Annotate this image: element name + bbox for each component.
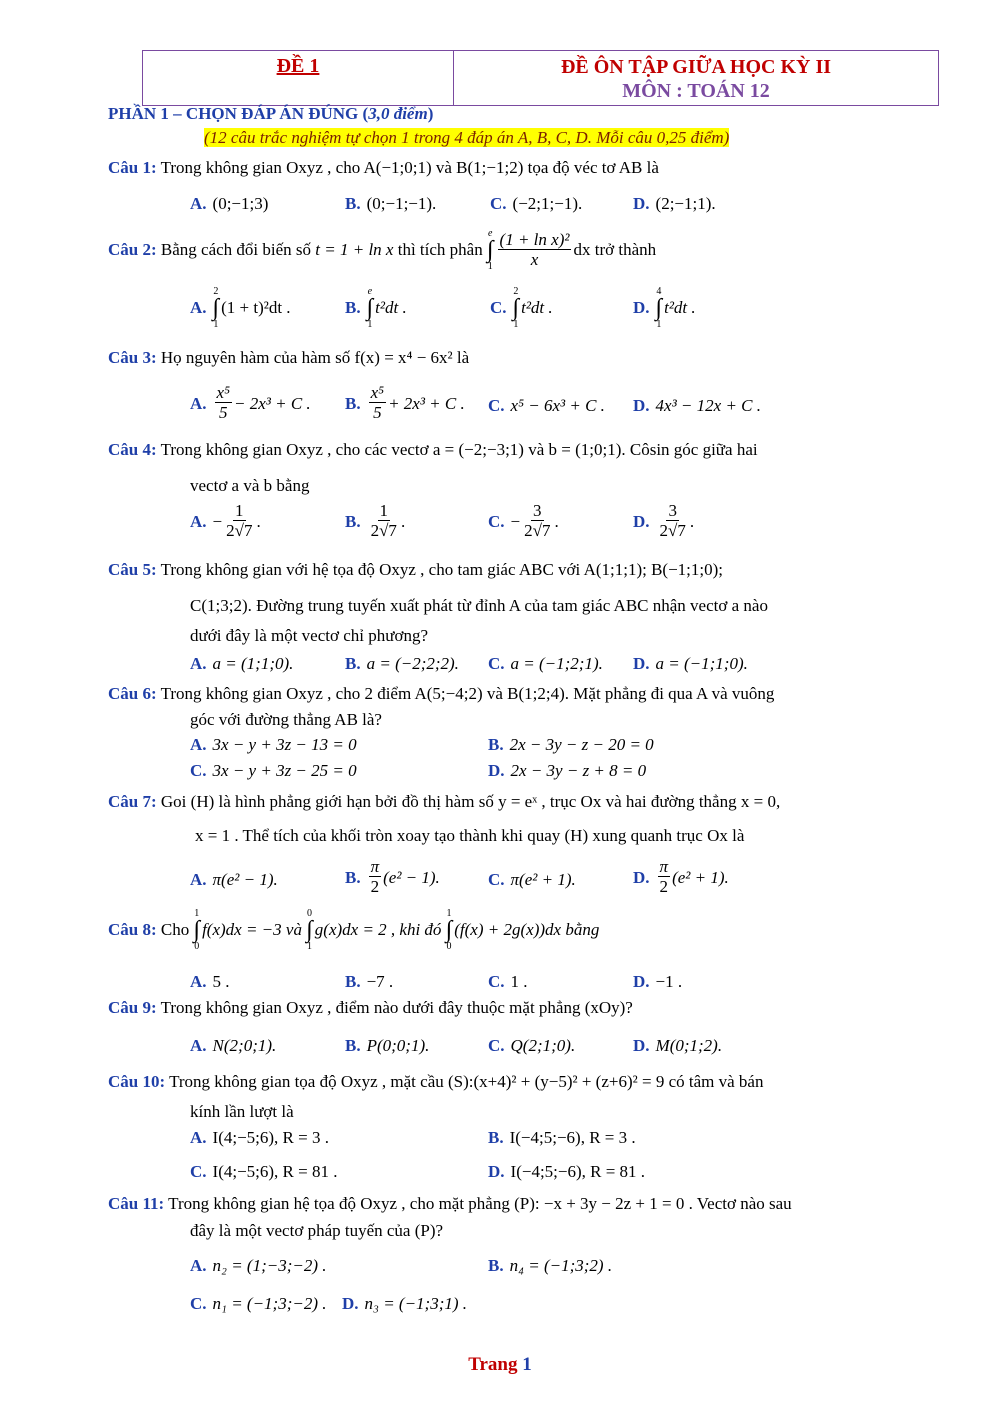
question-11-cont: đây là một vectơ pháp tuyến của (P)? xyxy=(190,1221,444,1240)
q3-option-a[interactable]: A. $\frac{\text{x⁵}}{5}$ − 2x³ + C . xyxy=(190,383,311,422)
question-6: Câu 6: Trong không gian Oxyz , cho 2 điểm A(5;−4;2) và B(1;2;4). Mặt phẳng đi qua A và vuông xyxy=(108,684,775,703)
q2-option-d[interactable]: D. 4 ∫ 1 t²dt . xyxy=(633,286,696,330)
question-4: Câu 4: Trong không gian Oxyz , cho các vectơ a = (−2;−3;1) và b = (1;0;1). Côsin góc giữa hai xyxy=(108,440,758,459)
q3-option-b[interactable]: B. $\frac{\text{x⁵}}{5}$ + 2x³ + C . xyxy=(345,383,465,422)
page-number: 1 xyxy=(522,1354,532,1375)
exam-title-line1: ĐỀ ÔN TẬP GIỮA HỌC KỲ II xyxy=(560,56,832,78)
q4-option-b[interactable]: B. $\frac{1}{2√7}$ . xyxy=(345,501,406,540)
question-3: Câu 3: Họ nguyên hàm của hàm số f(x) = x⁴ − 6x² là xyxy=(108,348,470,367)
question-8: Câu 8: Cho 1 ∫ 0 f(x)dx = −3 và 0 ∫ 1 g(x)dx = 2 , khi đó 1 ∫ 0 (f(x) + 2g(x))dx bằng xyxy=(108,908,600,952)
q9-option-a[interactable]: A. N(2;0;1). xyxy=(190,1036,277,1055)
q5-option-a[interactable]: A. a = (1;1;0). xyxy=(190,654,294,673)
q4-option-a[interactable]: A. − $\frac{1}{2√7}$ . xyxy=(190,501,261,540)
q6-option-d[interactable]: D. 2x − 3y − z + 8 = 0 xyxy=(488,761,647,780)
exam-subject: MÔN : TOÁN 12 xyxy=(622,80,770,102)
question-9: Câu 9: Trong không gian Oxyz , điểm nào dưới đây thuộc mặt phẳng (xOy)? xyxy=(108,998,633,1017)
question-2: Câu 2: Bằng cách đổi biến số t = 1 + ln x thì tích phân e ∫ 1 $\frac{\text{(1 + ln x)²}}{x}$ dx trở thành xyxy=(108,228,657,272)
q8-option-c[interactable]: C. 1 . xyxy=(488,972,528,991)
integral-sign: e ∫ 1 xyxy=(486,228,494,272)
part-note: (12 câu trắc nghiệm tự chọn 1 trong 4 đáp án A, B, C, D. Mỗi câu 0,25 điểm) xyxy=(204,128,730,147)
q1-option-d[interactable]: D. (2;−1;1). xyxy=(633,194,716,213)
q7-option-a[interactable]: A. π(e² − 1). xyxy=(190,870,278,889)
q10-option-b[interactable]: B. I(−4;5;−6), R = 3 . xyxy=(488,1128,636,1147)
question-6-cont: góc với đường thẳng AB là? xyxy=(190,710,382,729)
q10-option-c[interactable]: C. I(4;−5;6), R = 81 . xyxy=(190,1162,338,1181)
question-11: Câu 11: Trong không gian hệ tọa độ Oxyz , cho mặt phẳng (P): −x + 3y − 2z + 1 = 0 . Vectơ nào sau xyxy=(108,1194,792,1213)
q2-option-c[interactable]: C. 2 ∫ 1 t²dt . xyxy=(490,286,553,330)
question-10-cont: kính lần lượt là xyxy=(190,1102,294,1121)
q6-option-b[interactable]: B. 2x − 3y − z − 20 = 0 xyxy=(488,735,654,754)
q11-option-c[interactable]: C. n₁ = (−1;3;−2) . xyxy=(190,1294,327,1313)
exam-number: ĐỀ 1 xyxy=(143,51,454,105)
footer-word: Trang xyxy=(468,1354,518,1375)
q5-option-b[interactable]: B. a = (−2;2;2). xyxy=(345,654,459,673)
q5-option-c[interactable]: C. a = (−1;2;1). xyxy=(488,654,603,673)
q5-option-d[interactable]: D. a = (−1;1;0). xyxy=(633,654,748,673)
q1-option-b[interactable]: B. (0;−1;−1). xyxy=(345,194,437,213)
exam-title xyxy=(454,51,938,105)
q9-option-c[interactable]: C. Q(2;1;0). xyxy=(488,1036,576,1055)
q2-option-b[interactable]: B. e ∫ 1 t²dt . xyxy=(345,286,407,330)
q8-option-a[interactable]: A. 5 . xyxy=(190,972,230,991)
part-title: PHẦN 1 – CHỌN ĐÁP ÁN ĐÚNG (3,0 điểm) xyxy=(108,104,434,123)
page-footer xyxy=(0,1354,1000,1376)
q11-option-b[interactable]: B. n₄ = (−1;3;2) . xyxy=(488,1256,613,1275)
q10-option-a[interactable]: A. I(4;−5;6), R = 3 . xyxy=(190,1128,329,1147)
q3-option-d[interactable]: D. 4x³ − 12x + C . xyxy=(633,396,762,415)
q8-option-d[interactable]: D. −1 . xyxy=(633,972,683,991)
question-5-cont2: dưới đây là một vectơ chỉ phương? xyxy=(190,626,429,645)
q8-option-b[interactable]: B. −7 . xyxy=(345,972,394,991)
question-5-cont: C(1;3;2). Đường trung tuyến xuất phát từ đỉnh A của tam giác ABC nhận vectơ a nào xyxy=(190,596,768,615)
question-5: Câu 5: Trong không gian với hệ tọa độ Oxyz , cho tam giác ABC với A(1;1;1); B(−1;1;0); xyxy=(108,560,724,579)
q1-option-c[interactable]: C. (−2;1;−1). xyxy=(490,194,583,213)
header-box xyxy=(142,50,939,106)
question-7-cont: x = 1 . Thể tích của khối tròn xoay tạo thành khi quay (H) xung quanh trục Ox là xyxy=(195,826,745,845)
q9-option-b[interactable]: B. P(0;0;1). xyxy=(345,1036,430,1055)
question-10: Câu 10: Trong không gian tọa độ Oxyz , mặt cầu (S):(x+4)² + (y−5)² + (z+6)² = 9 có tâm và bán xyxy=(108,1072,764,1091)
q2-option-a[interactable]: A. 2 ∫ 1 (1 + t)²dt . xyxy=(190,286,291,330)
q3-option-c[interactable]: C. x⁵ − 6x³ + C . xyxy=(488,396,605,415)
q6-option-a[interactable]: A. 3x − y + 3z − 13 = 0 xyxy=(190,735,357,754)
q11-option-a[interactable]: A. n₂ = (1;−3;−2) . xyxy=(190,1256,327,1275)
question-4-cont: vectơ a và b bằng xyxy=(190,476,310,495)
q6-option-c[interactable]: C. 3x − y + 3z − 25 = 0 xyxy=(190,761,357,780)
q4-option-d[interactable]: D. $\frac{3}{2√7}$ . xyxy=(633,501,695,540)
question-7: Câu 7: Goi (H) là hình phẳng giới hạn bởi đồ thị hàm số y = eˣ , trục Ox và hai đường thẳng x = 0, xyxy=(108,792,781,811)
q1-option-a[interactable]: A. (0;−1;3) xyxy=(190,194,269,213)
q7-option-c[interactable]: C. π(e² + 1). xyxy=(488,870,576,889)
q7-option-d[interactable]: D. $\frac{\pi}{2}$ (e² + 1). xyxy=(633,857,729,896)
question-1: Câu 1: Trong không gian Oxyz , cho A(−1;0;1) và B(1;−1;2) tọa độ véc tơ AB là xyxy=(108,158,659,177)
q7-option-b[interactable]: B. $\frac{\pi}{2}$ (e² − 1). xyxy=(345,857,440,896)
q10-option-d[interactable]: D. I(−4;5;−6), R = 81 . xyxy=(488,1162,646,1181)
q9-option-d[interactable]: D. M(0;1;2). xyxy=(633,1036,723,1055)
q4-option-c[interactable]: C. − $\frac{3}{2√7}$ . xyxy=(488,501,559,540)
q11-option-d[interactable]: D. n₃ = (−1;3;1) . xyxy=(342,1294,468,1313)
